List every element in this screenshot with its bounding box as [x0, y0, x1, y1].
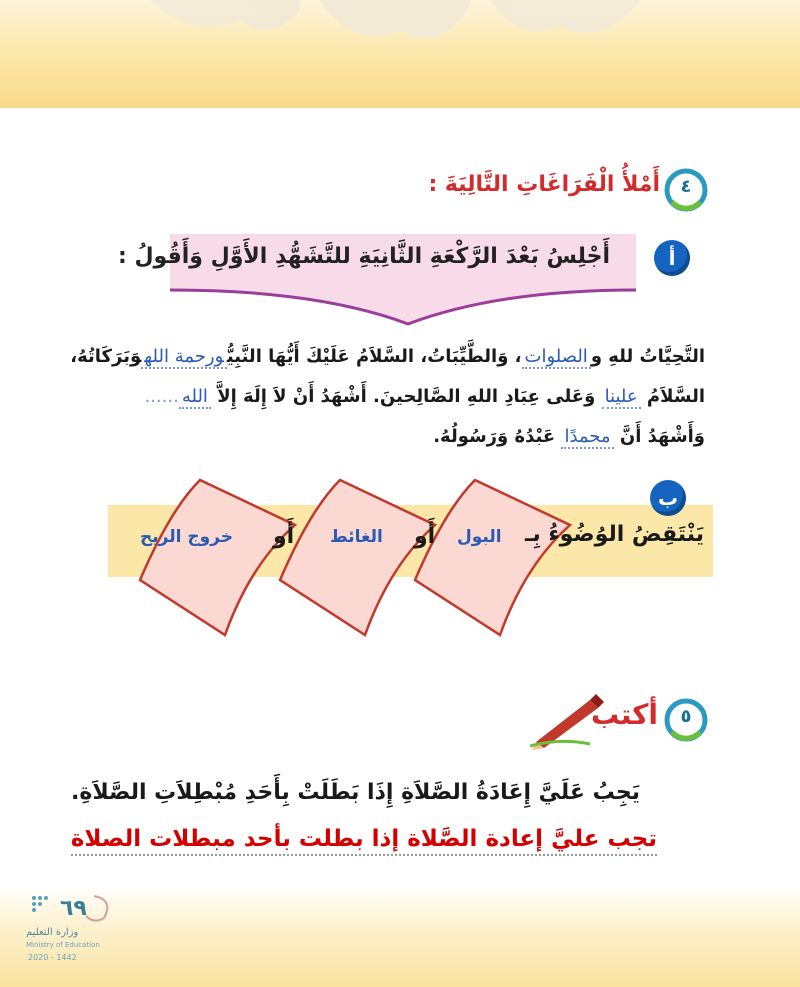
text-segment: وَعَلى عِبَادِ اللهِ الصَّالِحينَ. أَشْهَدُ أَنْ لاَ إِلَهَ إِلاَّ [217, 386, 596, 407]
tashahhud-line-3 [433, 426, 705, 447]
tashahhud-line-2 [144, 386, 705, 407]
answer-card-1 [140, 480, 295, 635]
section-title: أكتب [591, 698, 658, 731]
text-segment: السَّلاَمُ [646, 386, 705, 407]
part-a-badge: أ [654, 240, 690, 276]
text-segment: التَّحِيَّاتُ للهِ و [590, 346, 705, 367]
ministry-name: وزارة التعليم [26, 927, 79, 938]
part-a-prompt: أَجْلِسُ بَعْدَ الرَّكْعَةِ الثَّانِيَةِ للتَّشَهُّدِ الأَوَّلِ وَأَقُولُ : [118, 244, 610, 269]
fill-answer-4: الله [179, 386, 211, 409]
fill-answer-3: علينا [602, 386, 641, 409]
answer-label-2: الغائط [330, 527, 383, 547]
or-word-1: أَو [414, 524, 436, 549]
wudu-sentence: يَنْتَقِضُ الوُضُوءُ بِـ [524, 522, 704, 547]
answer-label-1: البول [457, 527, 502, 547]
model-sentence: يَجِبُ عَلَيَّ إِعَادَةُ الصَّلاَةِ إِذَا بَطَلَتْ بِأَحَدِ مُبْطِلاَتِ الصَّلاَةِ. [70, 780, 640, 805]
page-number: ٦٩ [60, 896, 87, 921]
section-number: ٤ [680, 176, 692, 197]
part-b-badge: ب [650, 480, 686, 516]
or-word-2: أَو [273, 524, 295, 549]
ministry-name-en: Ministry of Education [26, 941, 100, 949]
answer-card-2 [280, 480, 435, 635]
written-answer: تجب عليَّ إعادة الصَّلاة إذا بطلت بأحد مبطلات الصلاة [71, 826, 657, 856]
fill-answer-1: الصلوات [522, 346, 591, 369]
edition-year: 2020 - 1442 [28, 953, 77, 962]
text-segment: ، وَالطَّيِّبَاتُ، السَّلاَمُ عَلَيْكَ أَيُّهَا النَّبِيُّ [226, 346, 522, 367]
text-segment: عَبْدُهُ وَرَسُولُهُ. [433, 426, 556, 447]
section-number: ٥ [680, 706, 692, 727]
top-ornament [0, 0, 800, 60]
answer-card-3 [415, 480, 570, 635]
fill-answer-2: ورحمة الله [141, 346, 227, 369]
section-title: أَمْلأُ الْفَرَاغَاتِ التَّالِيَةَ : [428, 172, 660, 197]
text-segment: وَبَرَكَاتُهُ، [70, 346, 142, 367]
tashahhud-line-1 [70, 346, 705, 367]
answer-label-3: خروج الريح [140, 527, 233, 547]
text-segment: وَأَشْهَدُ أَنَّ [619, 426, 705, 447]
answer-cards [130, 470, 590, 640]
fill-answer-5: محمدًا [561, 426, 613, 449]
blank-dots: ...... [144, 386, 179, 407]
